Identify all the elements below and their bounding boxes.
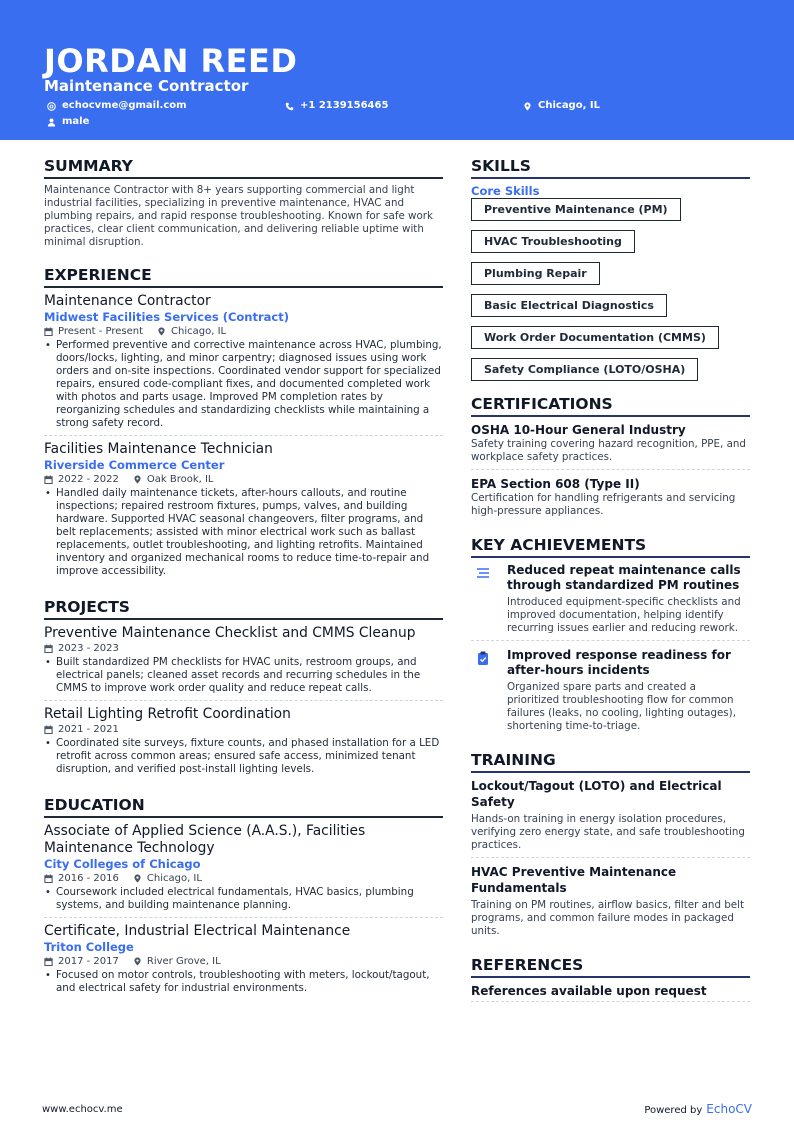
project-entry: [44, 706, 443, 781]
header-banner: [0, 0, 794, 140]
entry-location: River Grove, IL: [146, 956, 221, 967]
entry-dates: 2022 - 2022: [58, 474, 119, 485]
email-text: echocvme@gmail.com: [62, 100, 187, 111]
entry-bullet: • Coursework included electrical fundamentals, HVAC basics, plumbing systems, and building maintenance planning.: [44, 886, 443, 912]
calendar-icon: [44, 957, 53, 966]
entry-meta: [44, 955, 443, 968]
training-desc: Training on PM routines, airflow basics, filter and belt programs, and common failure modes in packaged units.: [471, 899, 745, 937]
contact-gender: [46, 116, 89, 128]
skills-heading: SKILLS: [471, 156, 750, 179]
footer-powered-by[interactable]: [644, 1102, 752, 1116]
entry-meta: [44, 642, 443, 655]
project-title: Preventive Maintenance Checklist and CMMS Cleanup: [44, 625, 416, 641]
summary-text: Maintenance Contractor with 8+ years supporting commercial and light industrial facilities, specializing in preventive maintenance, HVAC and plumbing repairs, and rapid response troubleshooting. Known for safe work practices, clear client communication, and delivering reliable uptime with minimal disruption.: [44, 184, 433, 248]
school-name: Triton College: [44, 940, 134, 954]
entry-bullet: • Focused on motor controls, troubleshooting with meters, lockout/tagout, and electrical safety for industrial environments.: [44, 969, 443, 995]
training-entry: [471, 864, 750, 943]
person-icon: [46, 117, 56, 127]
calendar-icon: [44, 475, 53, 484]
candidate-name: JORDAN REED: [44, 42, 298, 80]
location-pin-icon: [133, 957, 142, 966]
clipboard-check-icon: [471, 648, 495, 733]
skill-chips: [471, 198, 750, 390]
entry-dates: 2017 - 2017: [58, 956, 119, 967]
skill-chip: HVAC Troubleshooting: [471, 230, 635, 253]
company-name: Midwest Facilities Services (Contract): [44, 310, 289, 324]
education-entry: [44, 923, 443, 1000]
contact-location: [522, 100, 600, 112]
entry-dates: 2016 - 2016: [58, 873, 119, 884]
entry-bullet: • Coordinated site surveys, fixture counts, and phased installation for a LED retrofit across common areas; ensured safe access, minimized tenant disruption, and verified post-install lighting levels.: [44, 737, 443, 776]
entry-bullet: • Built standardized PM checklists for HVAC units, restroom groups, and electrical panels; cleaned asset records and recurring schedules in the CMMS to improve work order quality and reduce repeat calls.: [44, 656, 443, 695]
entry-dates: 2021 - 2021: [58, 724, 119, 735]
entry-meta: [44, 473, 443, 486]
location-pin-icon: [133, 874, 142, 883]
training-desc: Hands-on training in energy isolation procedures, verifying zero energy state, and safe troubleshooting practices.: [471, 813, 745, 851]
skills-subheading: Core Skills: [471, 184, 540, 198]
achievement-title: Improved response readiness for after-hours incidents: [507, 648, 731, 677]
company-name: Riverside Commerce Center: [44, 458, 225, 472]
calendar-icon: [44, 327, 53, 336]
entry-dates: Present - Present: [58, 326, 144, 337]
experience-entry: [44, 441, 443, 583]
certifications-heading: CERTIFICATIONS: [471, 394, 750, 417]
school-name: City Colleges of Chicago: [44, 857, 201, 871]
location-pin-icon: [522, 101, 532, 111]
training-title: Lockout/Tagout (LOTO) and Electrical Safety: [471, 779, 722, 809]
calendar-icon: [44, 644, 53, 653]
entry-location: Chicago, IL: [171, 326, 227, 337]
achievement-desc: Organized spare parts and created a prioritized troubleshooting flow for common failures (leaks, no cooling, lighting outages), shortening time-to-triage.: [507, 681, 736, 732]
contact-email[interactable]: [46, 100, 187, 112]
phone-icon: [284, 101, 294, 111]
certification-entry: [471, 422, 750, 470]
entry-meta: [44, 723, 443, 736]
location-pin-icon: [133, 475, 142, 484]
candidate-role: Maintenance Contractor: [44, 77, 249, 95]
degree-title: Associate of Applied Science (A.A.S.), Facilities Maintenance Technology: [44, 823, 366, 856]
achievement-entry: [471, 648, 750, 738]
achievement-entry: [471, 563, 750, 641]
skill-chip: Safety Compliance (LOTO/OSHA): [471, 358, 698, 381]
entry-location: Chicago, IL: [146, 873, 202, 884]
skill-chip: Basic Electrical Diagnostics: [471, 294, 667, 317]
entry-bullet: • Handled daily maintenance tickets, after-hours callouts, and routine inspections; repaired restroom fixtures, pumps, valves, and building hardware. Supported HVAC seasonal changeovers, filter programs, and belt replacements; assisted with minor electrical work such as ballast replacements, outlet troubleshooting, and lighting retrofits. Maintained inventory and organized mechanical rooms to reduce time-to-repair and improve accessibility.: [44, 487, 443, 578]
achievement-desc: Introduced equipment-specific checklists and improved documentation, helping identify recurring issues earlier and reducing rework.: [507, 596, 741, 634]
calendar-icon: [44, 874, 53, 883]
entry-meta: [44, 872, 443, 885]
powered-by-label: Powered by: [644, 1105, 703, 1116]
entry-meta: [44, 325, 443, 338]
certification-desc: Safety training covering hazard recognition, PPE, and workplace safety practices.: [471, 438, 746, 463]
training-entry: [471, 778, 750, 858]
achievements-heading: KEY ACHIEVEMENTS: [471, 535, 750, 558]
right-column: [471, 156, 750, 1002]
location-pin-icon: [157, 327, 166, 336]
brand-name: EchoCV: [706, 1102, 752, 1116]
achievement-title: Reduced repeat maintenance calls through standardized PM routines: [507, 563, 741, 592]
skill-chip: Preventive Maintenance (PM): [471, 198, 681, 221]
training-heading: TRAINING: [471, 750, 750, 773]
certification-entry: [471, 476, 750, 523]
certification-desc: Certification for handling refrigerants and servicing high-pressure appliances.: [471, 492, 736, 517]
summary-heading: SUMMARY: [44, 156, 443, 179]
education-heading: EDUCATION: [44, 795, 443, 818]
contact-phone[interactable]: [284, 100, 388, 112]
experience-entry: [44, 293, 443, 436]
footer-website[interactable]: www.echocv.me: [42, 1104, 123, 1115]
phone-text: +1 2139156465: [300, 100, 389, 111]
job-title: Facilities Maintenance Technician: [44, 441, 273, 457]
gender-text: male: [62, 116, 90, 127]
certification-title: EPA Section 608 (Type II): [471, 477, 640, 491]
references-heading: REFERENCES: [471, 955, 750, 978]
list-icon: [471, 563, 495, 635]
references-text: References available upon request: [471, 983, 750, 1002]
left-column: [44, 156, 443, 1014]
skill-chip: Plumbing Repair: [471, 262, 600, 285]
entry-dates: 2023 - 2023: [58, 643, 119, 654]
training-title: HVAC Preventive Maintenance Fundamentals: [471, 865, 677, 895]
job-title: Maintenance Contractor: [44, 293, 211, 309]
project-entry: [44, 625, 443, 701]
certification-title: OSHA 10-Hour General Industry: [471, 423, 686, 437]
location-text: Chicago, IL: [538, 100, 600, 111]
projects-heading: PROJECTS: [44, 597, 443, 620]
project-title: Retail Lighting Retrofit Coordination: [44, 706, 291, 722]
calendar-icon: [44, 725, 53, 734]
education-entry: [44, 823, 443, 918]
degree-title: Certificate, Industrial Electrical Maintenance: [44, 923, 351, 939]
skill-chip: Work Order Documentation (CMMS): [471, 326, 719, 349]
at-icon: [46, 101, 56, 111]
entry-bullet: • Performed preventive and corrective maintenance across HVAC, plumbing, doors/locks, lighting, and minor carpentry; diagnosed issues using work orders and on-site inspections. Coordinated vendor support for specialized repairs, ensured code-compliant fixes, and documented completed work with photos and parts usage. Improved PM completion rates by reorganizing schedules and standardizing checklists while maintaining a strong safety record.: [44, 339, 443, 430]
entry-location: Oak Brook, IL: [146, 474, 214, 485]
experience-heading: EXPERIENCE: [44, 265, 443, 288]
